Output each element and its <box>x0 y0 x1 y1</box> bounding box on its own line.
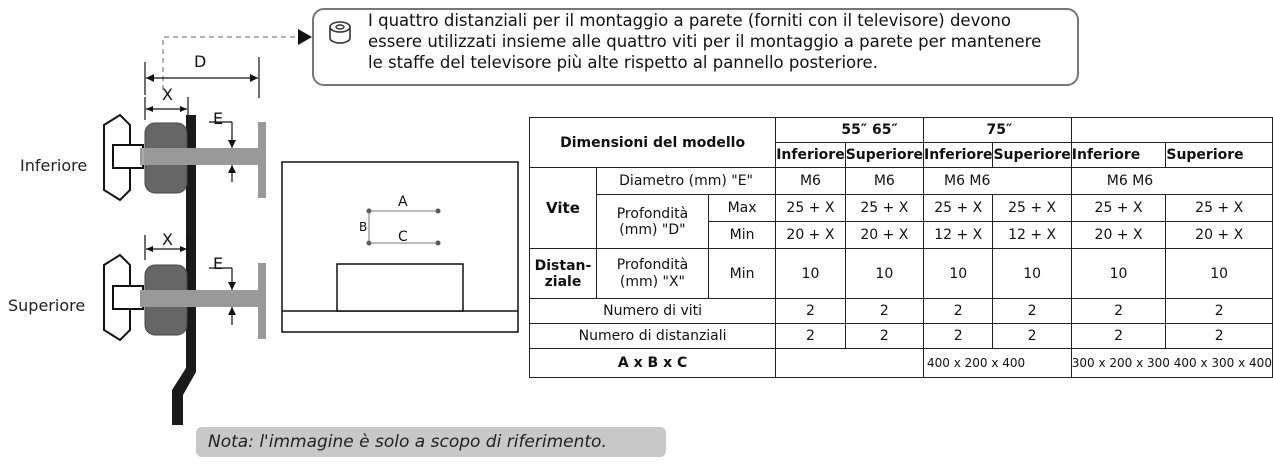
reference-note: Nota: l'immagine è solo a scopo di riferimento. <box>196 427 666 457</box>
min-2: 20 + X <box>845 222 923 249</box>
diameter-65: M6 <box>845 168 923 195</box>
spacer-5: 10 <box>1071 249 1166 299</box>
depth-d-label: Profondità (mm) "D" <box>596 195 708 249</box>
num-spacers-5: 2 <box>1071 324 1166 349</box>
axbxc-label: A x B x C <box>530 349 776 378</box>
min-5: 20 + X <box>1071 222 1166 249</box>
tv-label-a: A <box>398 194 408 210</box>
max-2: 25 + X <box>845 195 923 222</box>
diameter-75: M6 M6 <box>923 168 1071 195</box>
model-dimensions-header: Dimensioni del modello <box>530 118 776 168</box>
num-spacers-3: 2 <box>923 324 992 349</box>
axbxc-75-a: 400 x 200 x 400 <box>923 349 1071 378</box>
diameter-55: M6 <box>776 168 845 195</box>
num-screws-6: 2 <box>1166 299 1273 324</box>
size-blank <box>1071 118 1272 143</box>
spec-table <box>529 117 1273 378</box>
num-screws-5: 2 <box>1071 299 1166 324</box>
size-75: 75″ <box>923 118 1071 143</box>
mounting-diagram <box>0 0 520 430</box>
pos-4: Superiore <box>993 143 1071 168</box>
num-screws-1: 2 <box>776 299 845 324</box>
max-label: Max <box>708 195 775 222</box>
spacer-min-label: Min <box>708 249 775 299</box>
max-1: 25 + X <box>776 195 845 222</box>
min-1: 20 + X <box>776 222 845 249</box>
min-6: 20 + X <box>1166 222 1273 249</box>
dimension-e-label-bottom: E <box>213 254 224 273</box>
max-3: 25 + X <box>923 195 992 222</box>
spacer-6: 10 <box>1166 249 1273 299</box>
label-inferiore: Inferiore <box>20 156 88 175</box>
dimension-d-label: D <box>194 52 207 71</box>
label-superiore: Superiore <box>8 296 86 315</box>
screw-header: Vite <box>530 168 597 249</box>
callout-line-2: essere utilizzati insieme alle quattro viti per il montaggio a parete per mantenere <box>368 32 1042 51</box>
num-spacers-4: 2 <box>993 324 1071 349</box>
callout-line-1: I quattro distanziali per il montaggio a parete (forniti con il televisore) devono <box>368 11 1011 30</box>
spacer-3: 10 <box>923 249 992 299</box>
axbxc-75-b: 300 x 200 x 300 400 x 300 x 400 <box>1071 349 1272 378</box>
num-spacers-6: 2 <box>1166 324 1273 349</box>
num-spacers-label: Numero di distanziali <box>530 324 776 349</box>
pos-1: Inferiore <box>776 143 845 168</box>
pos-3: Inferiore <box>923 143 992 168</box>
dimension-x-label-top: X <box>162 85 173 104</box>
spacer-header: Distan- ziale <box>530 249 597 299</box>
dimension-e-label-top: E <box>213 109 224 128</box>
min-label: Min <box>708 222 775 249</box>
max-6: 25 + X <box>1166 195 1273 222</box>
diameter-extra: M6 M6 <box>1071 168 1272 195</box>
dimension-x-label-bottom: X <box>162 230 173 249</box>
pos-2: Superiore <box>845 143 923 168</box>
spacer-1: 10 <box>776 249 845 299</box>
num-screws-3: 2 <box>923 299 992 324</box>
tv-label-b: B <box>359 220 368 234</box>
callout-line-3: le staffe del televisore più alte rispetto al pannello posteriore. <box>368 53 878 72</box>
pos-5: Inferiore <box>1071 143 1166 168</box>
min-3: 12 + X <box>923 222 992 249</box>
spacer-4: 10 <box>993 249 1071 299</box>
size-55-65: 55″ 65″ <box>776 118 924 143</box>
num-screws-4: 2 <box>993 299 1071 324</box>
max-5: 25 + X <box>1071 195 1166 222</box>
tv-label-c: C <box>398 229 408 245</box>
depth-x-label: Profondità (mm) "X" <box>596 249 708 299</box>
num-spacers-2: 2 <box>845 324 923 349</box>
num-screws-2: 2 <box>845 299 923 324</box>
num-spacers-1: 2 <box>776 324 845 349</box>
axbxc-55-65 <box>776 349 924 378</box>
diameter-label: Diametro (mm) "E" <box>596 168 775 195</box>
max-4: 25 + X <box>993 195 1071 222</box>
pos-6: Superiore <box>1166 143 1273 168</box>
num-screws-label: Numero di viti <box>530 299 776 324</box>
spacer-2: 10 <box>845 249 923 299</box>
min-4: 12 + X <box>993 222 1071 249</box>
